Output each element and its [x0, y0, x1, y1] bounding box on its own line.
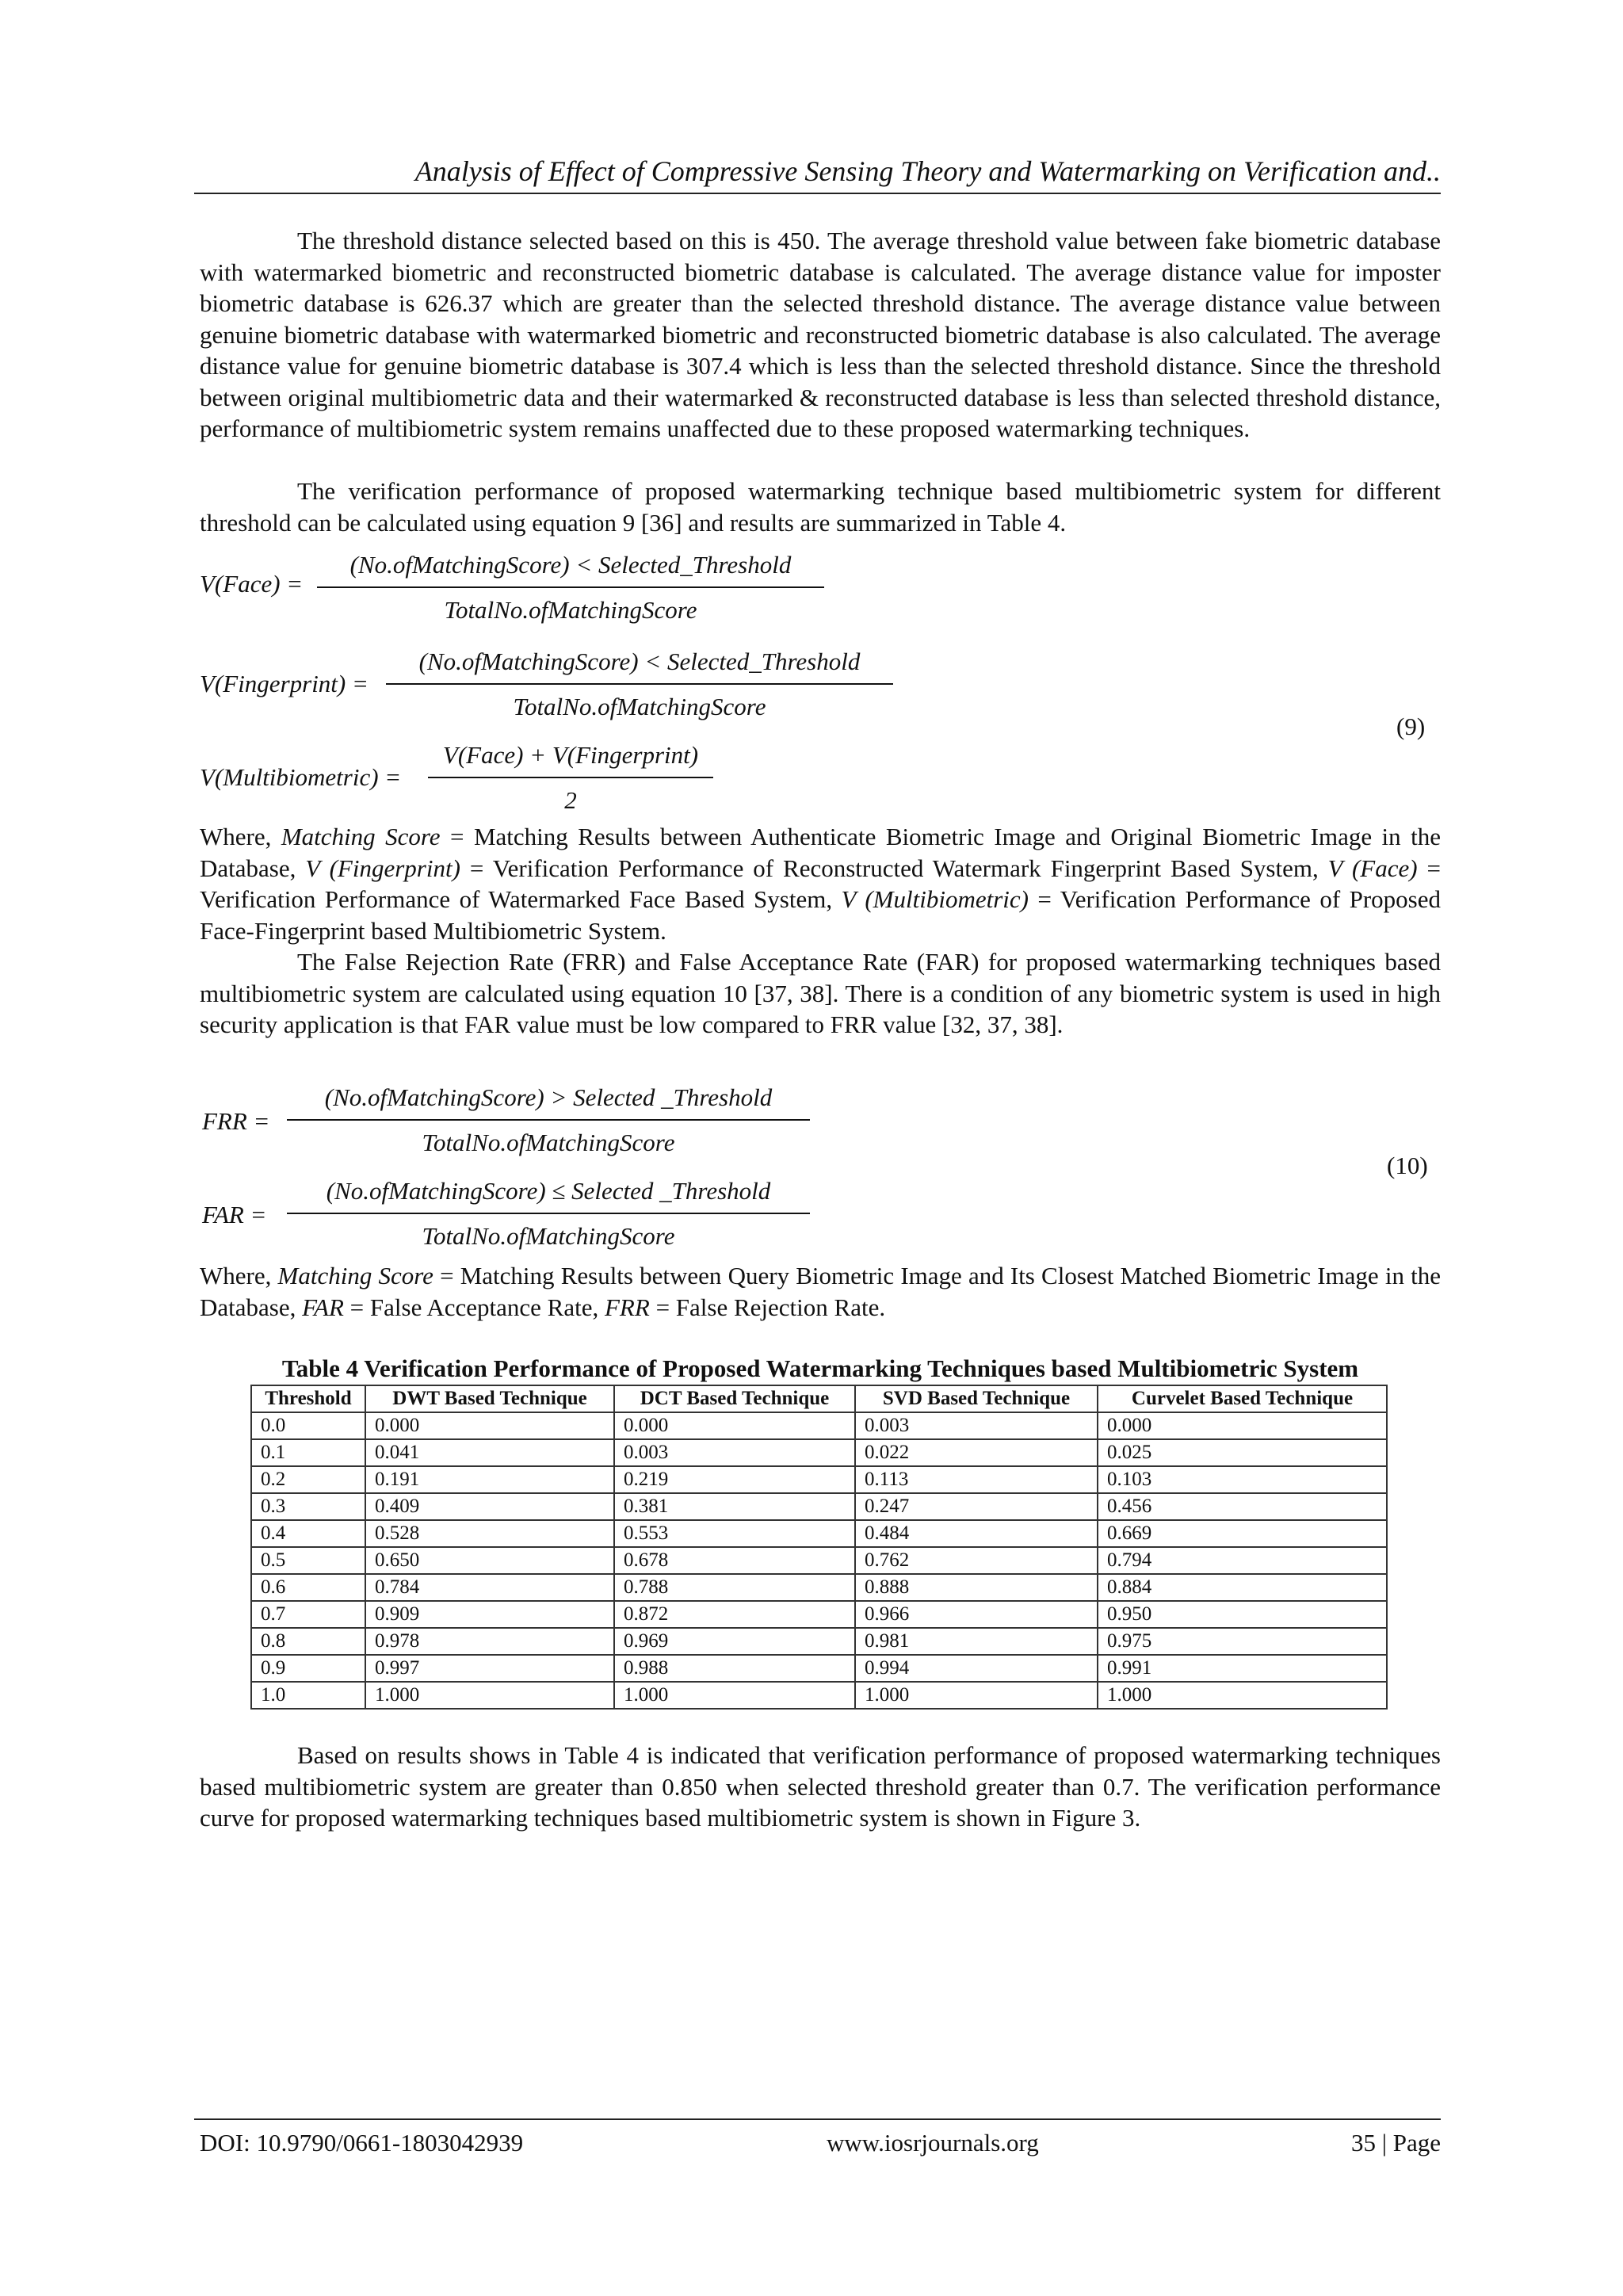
italic-term: FAR: [302, 1293, 344, 1321]
equation-9-fingerprint-fraction: [386, 647, 893, 722]
table-cell: 0.1: [251, 1439, 365, 1466]
equation-9-multibiometric-lhs: V(Multibiometric) =: [200, 763, 402, 791]
table-row: [251, 1574, 1387, 1601]
running-header: Analysis of Effect of Compressive Sensing Theory and Watermarking on Verification and..: [414, 155, 1441, 187]
table-cell: 0.784: [365, 1574, 614, 1601]
italic-term: V (Multibiometric): [841, 885, 1029, 913]
table-cell: 0.381: [614, 1493, 855, 1520]
table-cell: 0.6: [251, 1574, 365, 1601]
table-cell: 0.981: [855, 1628, 1098, 1655]
equation-10-far-fraction: [287, 1176, 810, 1251]
paragraph-equation-9-definitions: [200, 821, 1441, 946]
table-cell: 0.5: [251, 1547, 365, 1574]
table-cell: 0.988: [614, 1655, 855, 1682]
table-cell: 0.0: [251, 1412, 365, 1439]
italic-term: V (Fingerprint): [305, 854, 460, 882]
table-cell: 0.978: [365, 1628, 614, 1655]
table-cell: 0.484: [855, 1520, 1098, 1547]
table-cell: 1.000: [365, 1682, 614, 1709]
table-row: [251, 1628, 1387, 1655]
table-cell: 0.000: [1098, 1412, 1387, 1439]
table-cell: 0.678: [614, 1547, 855, 1574]
table-4-caption: Table 4 Verification Performance of Proposed Watermarking Techniques based Multibiometric System: [281, 1354, 1359, 1382]
column-header: Curvelet Based Technique: [1098, 1385, 1387, 1412]
table-row: [251, 1493, 1387, 1520]
text-run: = False Acceptance Rate,: [343, 1293, 605, 1321]
table-cell: 0.8: [251, 1628, 365, 1655]
table-header-row: [251, 1385, 1387, 1412]
table-cell: 0.969: [614, 1628, 855, 1655]
table-4: [250, 1385, 1388, 1710]
table-cell: 0.888: [855, 1574, 1098, 1601]
table-cell: 0.650: [365, 1547, 614, 1574]
equation-9-fingerprint-lhs: V(Fingerprint) =: [200, 670, 369, 697]
table-cell: 0.528: [365, 1520, 614, 1547]
text-run: Where,: [200, 1262, 278, 1289]
column-header: SVD Based Technique: [855, 1385, 1098, 1412]
table-cell: 0.022: [855, 1439, 1098, 1466]
equation-9-multibiometric-denominator: 2: [564, 786, 577, 814]
footer-page-number: 35 | Page: [1351, 2129, 1441, 2157]
italic-term: V (Face): [1327, 854, 1418, 882]
table-cell: 0.000: [614, 1412, 855, 1439]
equation-9-multibiometric-numerator: V(Face) + V(Fingerprint): [428, 740, 713, 778]
header-rule: [194, 193, 1441, 194]
table-cell: 0.000: [365, 1412, 614, 1439]
text-run: Where,: [200, 823, 281, 850]
table-cell: 0.219: [614, 1466, 855, 1493]
table-row: [251, 1520, 1387, 1547]
table-cell: 0.409: [365, 1493, 614, 1520]
equation-10-frr-denominator: TotalNo.ofMatchingScore: [422, 1129, 675, 1156]
table-cell: 0.975: [1098, 1628, 1387, 1655]
table-cell: 0.788: [614, 1574, 855, 1601]
table-row: [251, 1547, 1387, 1574]
text-run: = Verification Performance of Watermarked Face Based System,: [200, 854, 1442, 913]
equation-10-far-denominator: TotalNo.ofMatchingScore: [422, 1222, 675, 1250]
paragraph-results: Based on results shows in Table 4 is indicated that verification performance of proposed watermarking techniques based multibiometric system are greater than 0.850 when selected threshold greater than 0.7. The verification performance curve for proposed watermarking techniques based multibiometric system is shown in Figure 3.: [200, 1741, 1441, 1832]
table-cell: 0.991: [1098, 1655, 1387, 1682]
table-cell: 0.003: [614, 1439, 855, 1466]
table-cell: 0.669: [1098, 1520, 1387, 1547]
text-run: = Verification Performance of Proposed Face-Fingerprint based Multibiometric System.: [200, 885, 1441, 945]
table-cell: 0.191: [365, 1466, 614, 1493]
table-cell: 0.456: [1098, 1493, 1387, 1520]
table-row: [251, 1601, 1387, 1628]
table-cell: 0.113: [855, 1466, 1098, 1493]
equation-9-face-fraction: [317, 550, 824, 625]
table-cell: 0.2: [251, 1466, 365, 1493]
equation-10-far-numerator: (No.ofMatchingScore) ≤ Selected _Threshold: [287, 1176, 810, 1214]
table-row: [251, 1439, 1387, 1466]
table-cell: 0.872: [614, 1601, 855, 1628]
paragraph-verification-intro: The verification performance of proposed watermarking technique based multibiometric system for different threshold can be calculated using equation 9 [36] and results are summarized in Table 4.: [200, 477, 1441, 537]
italic-term: Matching Score: [277, 1262, 433, 1289]
table-row: [251, 1655, 1387, 1682]
paragraph-equation-10-definitions: [200, 1260, 1441, 1323]
table-cell: 0.247: [855, 1493, 1098, 1520]
equation-9-multibiometric-fraction: [428, 740, 713, 816]
table-cell: 0.3: [251, 1493, 365, 1520]
equation-9-face-numerator: (No.ofMatchingScore) < Selected_Threshold: [317, 550, 824, 588]
table-cell: 0.4: [251, 1520, 365, 1547]
table-cell: 1.000: [855, 1682, 1098, 1709]
paragraph-frr-far: The False Rejection Rate (FRR) and False Acceptance Rate (FAR) for proposed watermarking techniques based multibiometric system are calculated using equation 10 [37, 38]. There is a condition of any biometric system is used in high security application is that FAR value must be low compared to FRR value [32, 37, 38].: [200, 948, 1441, 1038]
table-row: [251, 1682, 1387, 1709]
table-cell: 0.909: [365, 1601, 614, 1628]
table-cell: 0.950: [1098, 1601, 1387, 1628]
table-cell: 0.794: [1098, 1547, 1387, 1574]
table-cell: 0.9: [251, 1655, 365, 1682]
italic-term: FRR: [605, 1293, 650, 1321]
equation-9-number: (9): [1396, 712, 1426, 740]
equation-10-frr-fraction: [287, 1083, 810, 1158]
table-row: [251, 1466, 1387, 1493]
text-run: = Matching Results between Query Biometric Image and Its Closest Matched Biometric Image in the Database,: [200, 1262, 1441, 1321]
equation-9-fingerprint-denominator: TotalNo.ofMatchingScore: [513, 693, 766, 720]
table-cell: 1.000: [614, 1682, 855, 1709]
footer-rule: [194, 2118, 1441, 2120]
text-run: = Verification Performance of Reconstructed Watermark Fingerprint Based System,: [460, 854, 1328, 882]
table-row: [251, 1412, 1387, 1439]
table-cell: 0.553: [614, 1520, 855, 1547]
table-cell: 0.041: [365, 1439, 614, 1466]
equation-10-frr-numerator: (No.ofMatchingScore) > Selected _Threshold: [287, 1083, 810, 1121]
footer-website: www.iosrjournals.org: [827, 2129, 1039, 2157]
text-run: = False Rejection Rate.: [649, 1293, 886, 1321]
equation-9-fingerprint-numerator: (No.ofMatchingScore) < Selected_Threshold: [386, 647, 893, 685]
equation-9-face-lhs: V(Face) =: [200, 570, 304, 598]
table-4-body: [251, 1412, 1387, 1709]
table-cell: 0.7: [251, 1601, 365, 1628]
equation-10-frr-lhs: FRR =: [202, 1107, 270, 1135]
table-cell: 0.966: [855, 1601, 1098, 1628]
text-run: = Matching Results between Authenticate Biometric Image and Original Biometric Image in the Database,: [200, 823, 1441, 882]
equation-10-number: (10): [1387, 1152, 1428, 1179]
equation-10-far-lhs: FAR =: [202, 1201, 267, 1228]
column-header: DCT Based Technique: [614, 1385, 855, 1412]
column-header: DWT Based Technique: [365, 1385, 614, 1412]
table-cell: 0.884: [1098, 1574, 1387, 1601]
table-cell: 0.997: [365, 1655, 614, 1682]
column-header: Threshold: [251, 1385, 365, 1412]
table-cell: 1.000: [1098, 1682, 1387, 1709]
table-cell: 0.103: [1098, 1466, 1387, 1493]
table-cell: 0.025: [1098, 1439, 1387, 1466]
italic-term: Matching Score: [281, 823, 441, 850]
table-cell: 0.994: [855, 1655, 1098, 1682]
equation-9-face-denominator: TotalNo.ofMatchingScore: [444, 596, 697, 624]
footer-doi: DOI: 10.9790/0661-1803042939: [200, 2129, 524, 2157]
table-cell: 0.762: [855, 1547, 1098, 1574]
table-cell: 0.003: [855, 1412, 1098, 1439]
table-cell: 1.0: [251, 1682, 365, 1709]
paragraph-threshold: The threshold distance selected based on this is 450. The average threshold value between fake biometric database with watermarked biometric and reconstructed biometric database is calculated. The average distance value for imposter biometric database is 626.37 which are greater than the selected threshold distance. The average distance value between genuine biometric database with watermarked biometric and reconstructed biometric database is also calculated. The average distance value for genuine biometric database is 307.4 which is less than the selected threshold distance. Since the threshold between original multibiometric data and their watermarked & reconstructed database is less than selected threshold distance, performance of multibiometric system remains unaffected due to these proposed watermarking techniques.: [200, 227, 1441, 442]
